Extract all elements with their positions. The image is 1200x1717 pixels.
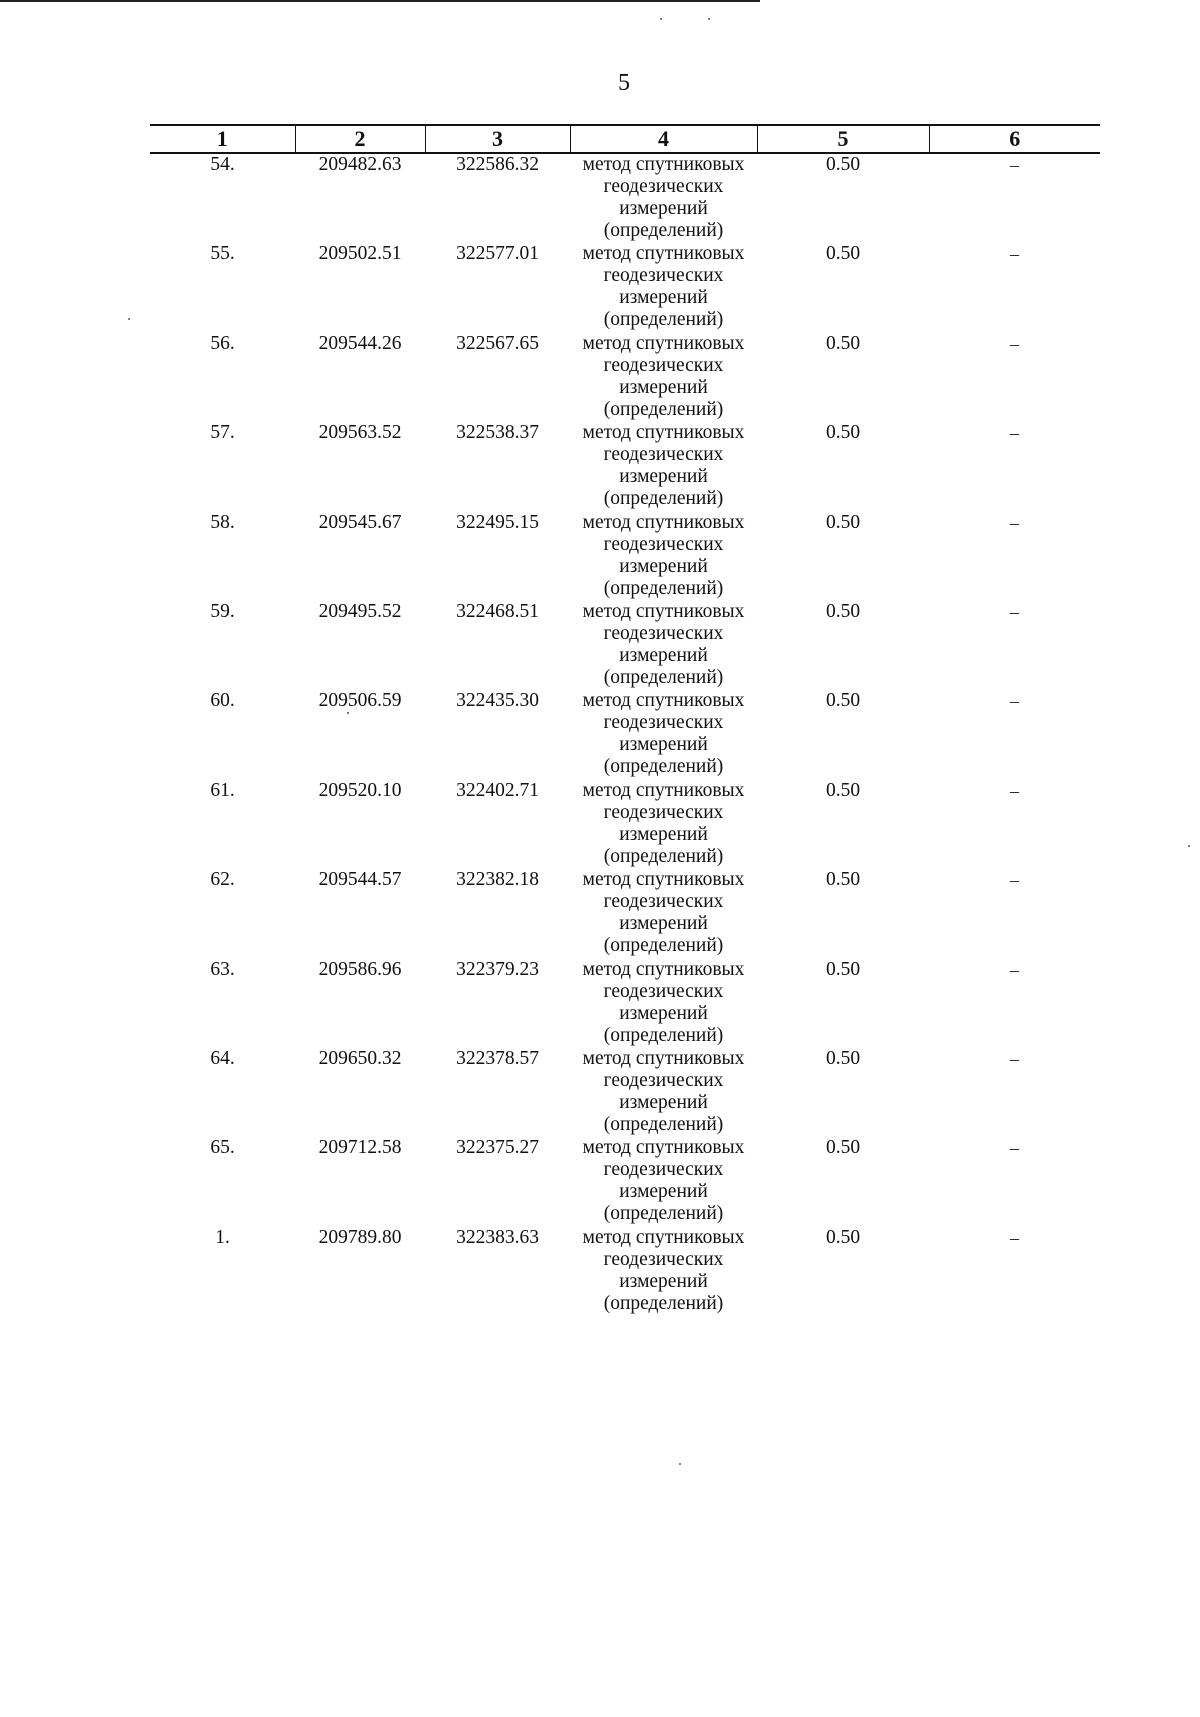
note-dash-cell <box>929 1137 1100 1226</box>
point-number: 1. <box>215 1226 230 1248</box>
accuracy-value: 0.50 <box>825 779 861 801</box>
point-number: 62. <box>210 869 235 891</box>
accuracy-value: 0.50 <box>825 600 861 622</box>
coordinate-y-cell <box>425 1137 570 1226</box>
method-description-cell <box>570 153 757 243</box>
note-dash: – <box>1010 601 1019 622</box>
note-dash-cell <box>929 780 1100 869</box>
note-dash-cell <box>929 601 1100 690</box>
point-number-cell <box>150 869 295 958</box>
table-row <box>150 1137 1100 1226</box>
method-description: метод спутниковых геодезических измерений (определений) <box>582 422 745 510</box>
coordinate-y-cell <box>425 512 570 601</box>
coordinate-y-cell <box>425 1227 570 1316</box>
column-header-5: 5 <box>757 125 929 153</box>
accuracy-value-cell <box>757 1048 929 1137</box>
note-dash: – <box>1010 423 1019 444</box>
coordinate-y: 322577.01 <box>456 243 539 265</box>
method-description: метод спутниковых геодезических измерений (определений) <box>582 1137 745 1225</box>
table-row <box>150 243 1100 332</box>
table-row <box>150 1048 1100 1137</box>
coordinate-y: 322382.18 <box>456 869 539 891</box>
coordinate-x-cell <box>295 780 425 869</box>
coordinate-y: 322378.57 <box>456 1047 539 1069</box>
point-number-cell <box>150 690 295 779</box>
method-description-cell <box>570 1048 757 1137</box>
coordinate-x: 209482.63 <box>318 154 402 175</box>
point-number-cell <box>150 153 295 243</box>
column-header-4: 4 <box>570 125 757 153</box>
method-description: метод спутниковых геодезических измерений (определений) <box>582 958 745 1046</box>
coordinate-x: 209544.26 <box>318 332 402 354</box>
coordinate-x: 209545.67 <box>318 511 402 533</box>
column-header-1: 1 <box>150 125 295 153</box>
table-body <box>150 153 1100 1316</box>
coordinate-x-cell <box>295 1227 425 1316</box>
scan-speck <box>347 712 349 714</box>
column-header-3: 3 <box>425 125 570 153</box>
note-dash: – <box>1010 333 1019 354</box>
coordinate-y: 322435.30 <box>456 690 539 712</box>
coordinate-y-cell <box>425 690 570 779</box>
coordinate-x: 209502.51 <box>318 243 402 265</box>
point-number-cell <box>150 780 295 869</box>
coordinate-x-cell <box>295 959 425 1048</box>
point-number: 58. <box>210 511 235 533</box>
method-description-cell <box>570 512 757 601</box>
point-number: 61. <box>210 779 235 801</box>
table-row <box>150 869 1100 958</box>
method-description-cell <box>570 869 757 958</box>
accuracy-value-cell <box>757 512 929 601</box>
table-header-row <box>150 125 1100 153</box>
coordinate-y-cell <box>425 422 570 511</box>
accuracy-value: 0.50 <box>825 332 861 354</box>
coordinate-x-cell <box>295 869 425 958</box>
accuracy-value: 0.50 <box>825 511 861 533</box>
point-number: 57. <box>210 422 235 444</box>
point-number-cell <box>150 1048 295 1137</box>
method-description: метод спутниковых геодезических измерений (определений) <box>582 869 745 957</box>
accuracy-value-cell <box>757 690 929 779</box>
point-number: 63. <box>210 958 235 980</box>
accuracy-value-cell <box>757 959 929 1048</box>
coordinate-x-cell <box>295 243 425 332</box>
note-dash: – <box>1010 1138 1019 1159</box>
note-dash: – <box>1010 512 1019 533</box>
accuracy-value: 0.50 <box>825 154 861 175</box>
point-number-cell <box>150 1137 295 1226</box>
column-header-6: 6 <box>929 125 1100 153</box>
coordinate-x-cell <box>295 512 425 601</box>
accuracy-value-cell <box>757 1227 929 1316</box>
coordinate-x: 209586.96 <box>318 958 402 980</box>
coordinate-y-cell <box>425 780 570 869</box>
coordinate-y-cell <box>425 869 570 958</box>
table-row <box>150 780 1100 869</box>
coordinate-y: 322586.32 <box>456 154 539 175</box>
method-description: метод спутниковых геодезических измерений (определений) <box>582 332 745 420</box>
coordinate-y-cell <box>425 959 570 1048</box>
method-description: метод спутниковых геодезических измерений (определений) <box>582 690 745 778</box>
coordinate-x: 209506.59 <box>318 690 402 712</box>
coordinate-y: 322402.71 <box>456 779 539 801</box>
coordinate-y-cell <box>425 601 570 690</box>
coordinate-y-cell <box>425 1048 570 1137</box>
accuracy-value: 0.50 <box>825 422 861 444</box>
point-number-cell <box>150 422 295 511</box>
accuracy-value-cell <box>757 153 929 243</box>
accuracy-value: 0.50 <box>825 1137 861 1159</box>
table-row <box>150 601 1100 690</box>
point-number: 65. <box>210 1137 235 1159</box>
table-row <box>150 690 1100 779</box>
table-row <box>150 422 1100 511</box>
method-description-cell <box>570 959 757 1048</box>
table-row <box>150 959 1100 1048</box>
point-number: 56. <box>210 332 235 354</box>
note-dash: – <box>1010 155 1019 175</box>
coordinate-y: 322375.27 <box>456 1137 539 1159</box>
scan-speck <box>708 18 710 20</box>
note-dash-cell <box>929 1227 1100 1316</box>
note-dash: – <box>1010 244 1019 265</box>
accuracy-value: 0.50 <box>825 243 861 265</box>
accuracy-value: 0.50 <box>825 690 861 712</box>
coordinate-y: 322567.65 <box>456 332 539 354</box>
point-number-cell <box>150 959 295 1048</box>
coordinate-y-cell <box>425 243 570 332</box>
method-description-cell <box>570 1227 757 1316</box>
point-number-cell <box>150 333 295 422</box>
note-dash-cell <box>929 959 1100 1048</box>
note-dash-cell <box>929 243 1100 332</box>
point-number-cell <box>150 243 295 332</box>
table-row <box>150 333 1100 422</box>
method-description-cell <box>570 243 757 332</box>
method-description: метод спутниковых геодезических измерений (определений) <box>582 1047 745 1135</box>
method-description: метод спутниковых геодезических измерений (определений) <box>582 779 745 867</box>
method-description: метод спутниковых геодезических измерений (определений) <box>582 1226 745 1314</box>
point-number: 59. <box>210 600 235 622</box>
coordinate-x: 209789.80 <box>318 1226 402 1248</box>
coordinate-y: 322538.37 <box>456 422 539 444</box>
coordinate-y: 322379.23 <box>456 958 539 980</box>
note-dash: – <box>1010 1048 1019 1069</box>
page-number: 5 <box>618 70 630 96</box>
coordinate-x-cell <box>295 601 425 690</box>
note-dash-cell <box>929 333 1100 422</box>
coordinate-x-cell <box>295 1137 425 1226</box>
coordinate-x: 209544.57 <box>318 869 402 891</box>
coordinate-y-cell <box>425 153 570 243</box>
accuracy-value-cell <box>757 601 929 690</box>
coordinate-x-cell <box>295 333 425 422</box>
note-dash: – <box>1010 780 1019 801</box>
accuracy-value-cell <box>757 243 929 332</box>
point-number: 64. <box>210 1047 235 1069</box>
scan-speck <box>660 18 662 20</box>
method-description: метод спутниковых геодезических измерений (определений) <box>582 154 745 241</box>
point-number-cell <box>150 512 295 601</box>
point-number: 60. <box>210 690 235 712</box>
method-description-cell <box>570 601 757 690</box>
coordinate-y: 322495.15 <box>456 511 539 533</box>
point-number-cell <box>150 601 295 690</box>
scan-speck <box>128 318 130 320</box>
method-description: метод спутниковых геодезических измерений (определений) <box>582 511 745 599</box>
note-dash-cell <box>929 512 1100 601</box>
column-header-2: 2 <box>295 125 425 153</box>
table-row <box>150 512 1100 601</box>
note-dash: – <box>1010 870 1019 891</box>
accuracy-value: 0.50 <box>825 1047 861 1069</box>
accuracy-value-cell <box>757 333 929 422</box>
note-dash-cell <box>929 153 1100 243</box>
coordinate-x: 209712.58 <box>318 1137 402 1159</box>
coordinates-table <box>150 124 1100 1316</box>
note-dash-cell <box>929 690 1100 779</box>
coordinate-y: 322383.63 <box>456 1226 539 1248</box>
accuracy-value: 0.50 <box>825 869 861 891</box>
top-border-rule <box>0 0 760 2</box>
coordinate-y-cell <box>425 333 570 422</box>
note-dash: – <box>1010 959 1019 980</box>
accuracy-value: 0.50 <box>825 1226 861 1248</box>
method-description-cell <box>570 780 757 869</box>
coordinate-x: 209495.52 <box>318 600 402 622</box>
coordinate-x: 209520.10 <box>318 779 402 801</box>
method-description-cell <box>570 690 757 779</box>
table-row <box>150 153 1100 243</box>
point-number-cell <box>150 1227 295 1316</box>
note-dash: – <box>1010 691 1019 712</box>
method-description-cell <box>570 1137 757 1226</box>
point-number: 55. <box>210 243 235 265</box>
table-row <box>150 1227 1100 1316</box>
note-dash-cell <box>929 1048 1100 1137</box>
coordinate-x-cell <box>295 1048 425 1137</box>
coordinate-x-cell <box>295 153 425 243</box>
method-description-cell <box>570 333 757 422</box>
coordinate-y: 322468.51 <box>456 600 539 622</box>
coordinate-x-cell <box>295 690 425 779</box>
coordinate-x-cell <box>295 422 425 511</box>
note-dash-cell <box>929 422 1100 511</box>
accuracy-value-cell <box>757 780 929 869</box>
note-dash-cell <box>929 869 1100 958</box>
accuracy-value: 0.50 <box>825 958 861 980</box>
accuracy-value-cell <box>757 869 929 958</box>
method-description-cell <box>570 422 757 511</box>
note-dash: – <box>1010 1227 1019 1248</box>
accuracy-value-cell <box>757 422 929 511</box>
method-description: метод спутниковых геодезических измерений (определений) <box>582 600 745 688</box>
coordinate-x: 209650.32 <box>318 1047 402 1069</box>
coordinate-x: 209563.52 <box>318 422 402 444</box>
method-description: метод спутниковых геодезических измерений (определений) <box>582 243 745 331</box>
scan-speck <box>1188 845 1190 847</box>
accuracy-value-cell <box>757 1137 929 1226</box>
scan-speck <box>679 1463 681 1465</box>
point-number: 54. <box>210 154 235 175</box>
